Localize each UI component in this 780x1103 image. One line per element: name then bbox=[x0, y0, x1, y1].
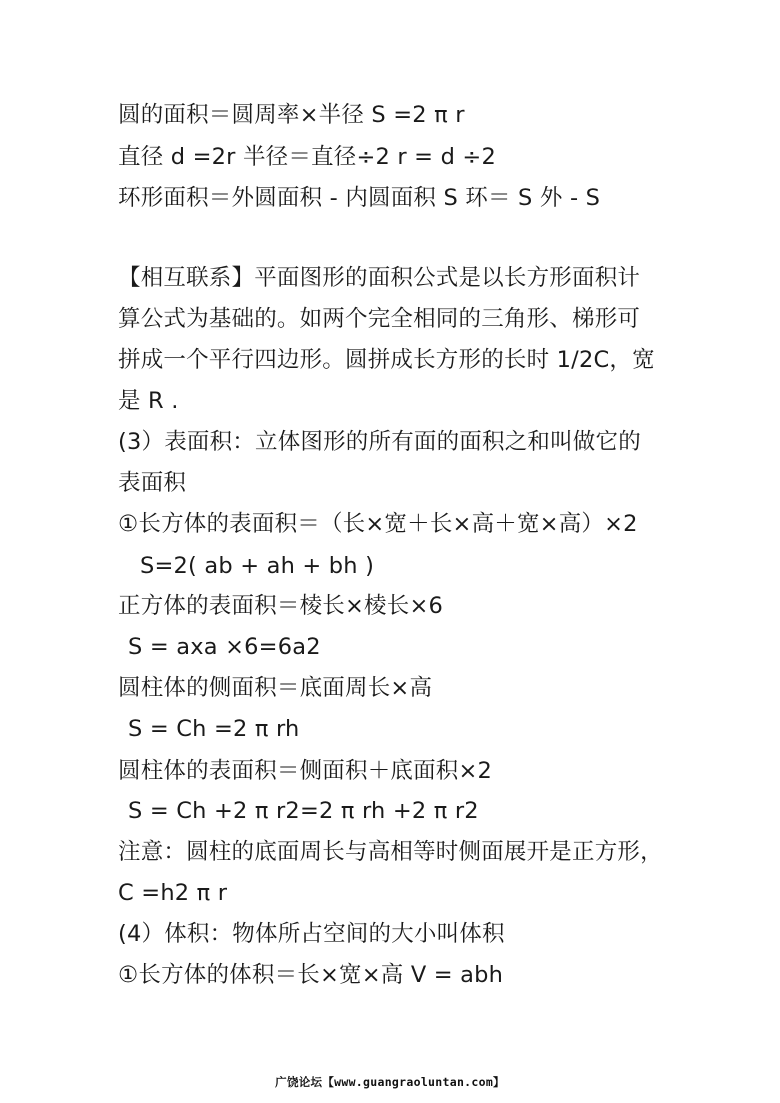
text-line-note: 注意：圆柱的底面周长与高相等时侧面展开是正方形， bbox=[118, 839, 663, 865]
formula-note: C =h2 π r bbox=[118, 880, 228, 906]
text-line-connection-4: 是 R . bbox=[118, 388, 179, 414]
formula-cube-surface: S = axa ×6=6a2 bbox=[128, 634, 321, 660]
text-line-volume-def: (4）体积：物体所占空间的大小叫体积 bbox=[118, 921, 505, 947]
text-line-surface-area-def-1: (3）表面积：立体图形的所有面的面积之和叫做它的 bbox=[118, 429, 641, 455]
page-footer: 广饶论坛【www.guangraoluntan.com】 bbox=[275, 1075, 505, 1089]
text-line-connection-1: 【相互联系】平面图形的面积公式是以长方形面积计 bbox=[118, 265, 641, 291]
text-line-connection-2: 算公式为基础的。如两个完全相同的三角形、梯形可 bbox=[118, 306, 641, 332]
text-line-connection-3: 拼成一个平行四边形。圆拼成长方形的长时 1/2C，宽 bbox=[118, 347, 655, 373]
text-line-cuboid-surface: ①长方体的表面积＝（长×宽＋长×高＋宽×高）×2 bbox=[118, 511, 638, 537]
text-line-cylinder-surface: 圆柱体的表面积＝侧面积＋底面积×2 bbox=[118, 758, 493, 784]
text-line-circle-area: 圆的面积＝圆周率×半径 S =2 π r bbox=[118, 102, 465, 128]
text-line-diameter-radius: 直径 d =2r 半径＝直径÷2 r = d ÷2 bbox=[118, 144, 496, 170]
text-line-cube-surface: 正方体的表面积＝棱长×棱长×6 bbox=[118, 593, 444, 619]
formula-cylinder-lateral: S = Ch =2 π rh bbox=[128, 716, 300, 742]
text-line-surface-area-def-2: 表面积 bbox=[118, 470, 187, 496]
formula-cuboid-surface: S=2( ab + ah + bh ) bbox=[140, 553, 375, 579]
text-line-cylinder-lateral: 圆柱体的侧面积＝底面周长×高 bbox=[118, 675, 433, 701]
text-line-cuboid-volume: ①长方体的体积＝长×宽×高 V = abh bbox=[118, 962, 504, 988]
text-line-ring-area: 环形面积＝外圆面积 - 内圆面积 S 环＝ S 外 - S bbox=[118, 185, 601, 211]
formula-cylinder-surface: S = Ch +2 π r2=2 π rh +2 π r2 bbox=[128, 798, 479, 824]
